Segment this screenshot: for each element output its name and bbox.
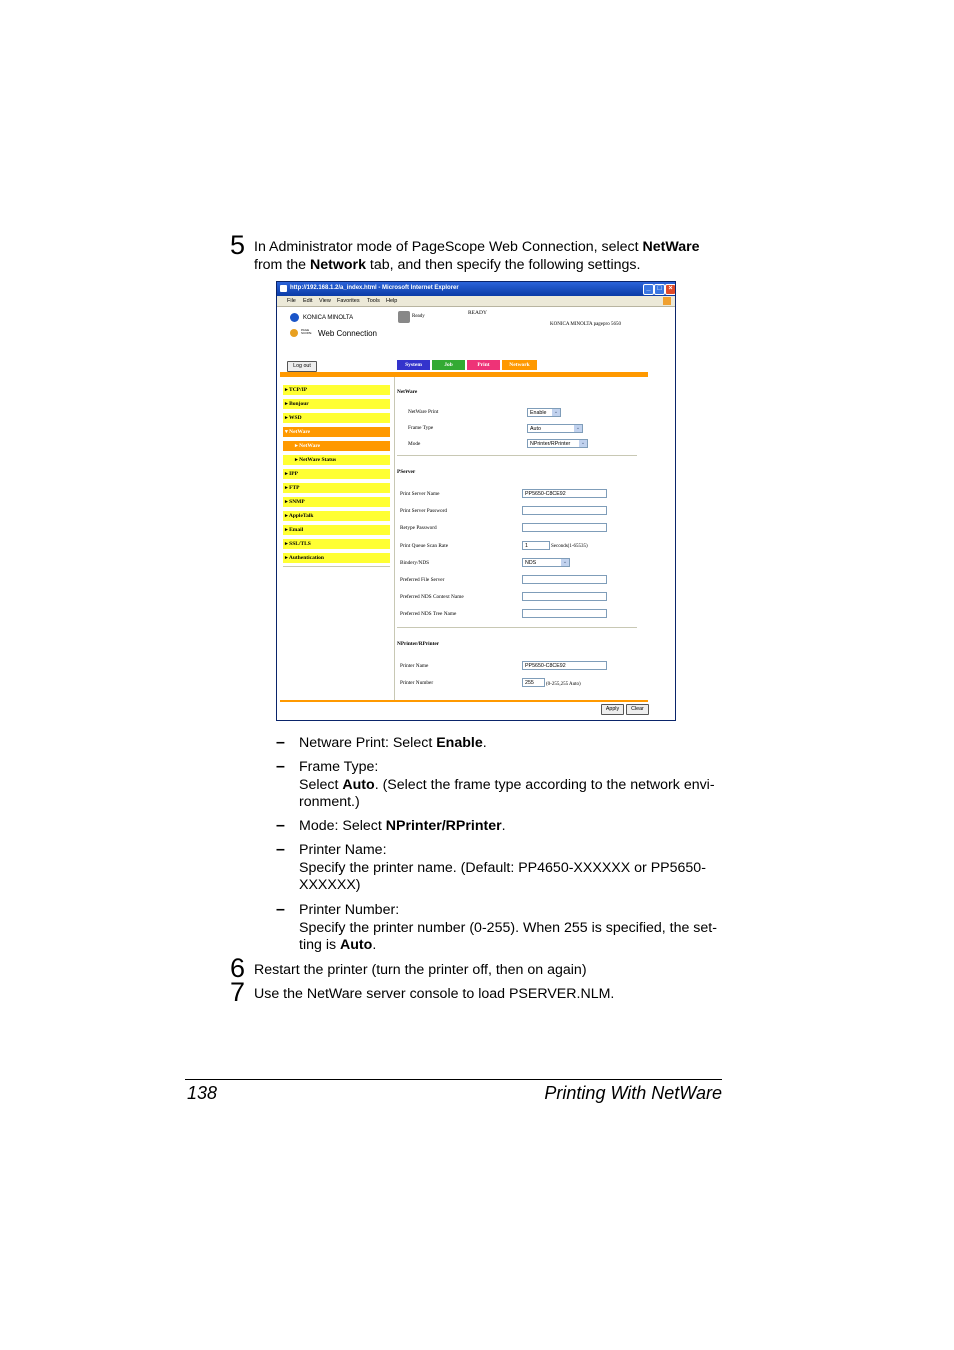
sidebar-item-wsd[interactable]: ▸ WSD: [283, 413, 390, 423]
preferred-nds-context-input[interactable]: [522, 592, 607, 601]
mode-label: Mode: [408, 441, 421, 447]
menu-file[interactable]: File: [287, 298, 296, 304]
sidebar-separator: [394, 377, 395, 702]
scan-rate-hint: Seconds(1-65535): [551, 544, 588, 549]
logout-button[interactable]: Log out: [287, 361, 317, 372]
page-scope-label: PAGE SCOPE: [301, 328, 312, 335]
retype-password-input[interactable]: [522, 523, 607, 532]
menu-tools[interactable]: Tools: [367, 298, 380, 304]
sidebar-item-label: TCP/IP: [289, 387, 308, 393]
bullet-line: [299, 937, 729, 955]
bindery-nds-select[interactable]: [522, 558, 570, 567]
status-text: READY: [468, 310, 487, 316]
bullet-bold: Auto: [340, 937, 373, 954]
print-server-name-input[interactable]: PP5650-C8CE92: [522, 489, 607, 498]
bullet-mode: [299, 818, 729, 836]
bullet-text: ting is: [299, 937, 341, 954]
bullet-line: Specify the printer number (0-255). When 255 is specified, the set-: [299, 919, 717, 936]
frame-type-label: Frame Type: [408, 425, 434, 431]
tab-system[interactable]: System: [397, 360, 430, 370]
bullet-netware-print: [299, 735, 729, 753]
sidebar-subitem-netware-status[interactable]: ▸ NetWare Status: [283, 455, 390, 465]
sidebar-item-netware[interactable]: ▾ NetWare: [283, 427, 390, 437]
printer-number-input[interactable]: 255: [522, 678, 545, 687]
menu-bar: [277, 296, 675, 307]
bullet-text: .: [372, 937, 377, 954]
printer-number-label: Printer Number: [400, 680, 434, 686]
mode-select[interactable]: [527, 439, 588, 448]
retype-password-label: Retype Password: [400, 525, 437, 531]
bullet-bold: Enable: [436, 735, 483, 751]
footer-rule: [185, 1079, 722, 1080]
bullet-line: Specify the printer name. (Default: PP4650-XXXXXX or PP5650-: [299, 859, 706, 876]
sidebar-item-label: IPP: [289, 471, 299, 477]
bullet-line: XXXXXX): [299, 877, 361, 894]
close-icon[interactable]: ×: [665, 284, 676, 295]
sidebar-item-label: SSL/TLS: [289, 541, 311, 547]
bullet-text: .: [501, 818, 506, 834]
printer-name-input[interactable]: PP5650-C8CE92: [522, 661, 607, 670]
step-5-text: In Administrator mode of PageScope Web Connection, select: [254, 239, 643, 255]
chevron-down-icon: ⌄: [553, 409, 559, 415]
step-6-text: Restart the printer (turn the printer off, then on again): [254, 962, 587, 978]
menu-help[interactable]: Help: [386, 298, 398, 304]
bullet-dash: –: [276, 817, 285, 834]
sidebar-item-ftp[interactable]: ▸ FTP: [283, 483, 390, 493]
pserver-section-title: PServer: [397, 469, 416, 475]
section-divider: [397, 627, 637, 628]
netware-print-label: NetWare Print: [408, 409, 439, 415]
pagescope-logo-icon: [290, 329, 298, 337]
sidebar-item-tcpip[interactable]: ▸ TCP/IP: [283, 385, 390, 395]
netware-section-title: NetWare: [397, 389, 418, 395]
bullet-dash: –: [276, 734, 285, 751]
sidebar-item-label: Bonjour: [289, 401, 309, 407]
running-title: Printing With NetWare: [544, 1083, 722, 1103]
sidebar-divider: [283, 566, 390, 567]
sidebar-item-label: NetWare Status: [299, 457, 337, 463]
frame-type-value: Auto: [530, 426, 541, 432]
step-5-text-3: tab, and then specify the following settings.: [365, 257, 641, 273]
maximize-icon[interactable]: □: [654, 284, 665, 295]
bullet-dash: –: [276, 901, 285, 918]
preferred-nds-tree-input[interactable]: [522, 609, 607, 618]
web-connection-label: Web Connection: [318, 329, 377, 338]
step-5-text-2: from the: [254, 257, 310, 273]
printer-status-icon: [398, 311, 410, 323]
sidebar-item-label: SNMP: [289, 499, 305, 505]
preferred-nds-context-label: Preferred NDS Context Name: [400, 594, 464, 600]
page-number: 138: [187, 1083, 218, 1103]
step-7-number: 7: [230, 977, 246, 1007]
preferred-nds-tree-label: Preferred NDS Tree Name: [400, 611, 457, 617]
menu-favorites[interactable]: Favorites: [337, 298, 360, 304]
mode-value: NPrinter/RPrinter: [530, 441, 571, 447]
tab-network[interactable]: Network: [502, 360, 537, 370]
bindery-nds-value: NDS: [525, 560, 537, 566]
nprinter-section-title: NPrinter/RPrinter: [397, 641, 440, 647]
step-5-number: 5: [230, 230, 246, 260]
ie-icon: [280, 285, 287, 292]
netware-print-select[interactable]: [527, 408, 561, 417]
apply-button[interactable]: Apply: [601, 704, 624, 715]
clear-button[interactable]: Clear: [626, 704, 649, 715]
sidebar-subitem-netware[interactable]: ▸ NetWare: [283, 441, 390, 451]
scan-rate-input[interactable]: 1: [522, 541, 550, 550]
bullet-bold: NPrinter/RPrinter: [385, 818, 502, 834]
chevron-down-icon: ⌄: [562, 559, 568, 565]
sidebar-item-ipp[interactable]: ▸ IPP: [283, 469, 390, 479]
sidebar-item-label: FTP: [289, 485, 300, 491]
chevron-down-icon: ⌄: [575, 425, 581, 431]
bullet-line: Frame Type:: [299, 759, 379, 775]
window-title: http://192.168.1.2/a_index.html - Microsoft Internet Explorer: [290, 285, 459, 291]
printer-number-hint: (0-255,255 Auto): [546, 682, 581, 687]
konica-minolta-logo-icon: [290, 313, 299, 322]
bindery-nds-label: Bindery/NDS: [400, 560, 430, 566]
step-5-bold: NetWare: [642, 239, 700, 255]
sidebar-item-label: NetWare: [289, 429, 311, 435]
sidebar-item-appletalk[interactable]: ▸ AppleTalk: [283, 511, 390, 521]
print-server-password-input[interactable]: [522, 506, 607, 515]
printer-name-label: Printer Name: [400, 663, 429, 669]
bullet-line: Printer Name:: [299, 842, 387, 858]
windows-logo-icon: [663, 297, 671, 305]
bullet-dash: –: [276, 758, 285, 775]
section-divider: [397, 455, 637, 456]
sidebar-item-label: NetWare: [299, 443, 321, 449]
bullet-text: . (Select the frame type according to the network envi-: [374, 776, 715, 793]
printer-model: KONICA MINOLTA pagepro 5650: [550, 322, 621, 327]
preferred-file-server-label: Preferred File Server: [400, 577, 445, 583]
sidebar-item-email[interactable]: ▸ Email: [283, 525, 390, 535]
bullet-printer-name: [299, 842, 729, 895]
browser-screenshot: [276, 281, 676, 721]
bullet-line: ronment.): [299, 794, 360, 811]
menu-view[interactable]: View: [319, 298, 331, 304]
bullet-bold: Auto: [342, 776, 375, 793]
frame-type-select[interactable]: [527, 424, 583, 433]
minimize-icon[interactable]: _: [643, 284, 654, 295]
bullet-text: .: [482, 735, 487, 751]
bullet-dash: –: [276, 841, 285, 858]
brand-name: KONICA MINOLTA: [303, 315, 354, 321]
sidebar-item-ssl-tls[interactable]: ▸ SSL/TLS: [283, 539, 390, 549]
scan-rate-label: Print Queue Scan Rate: [400, 543, 449, 549]
print-server-name-label: Print Server Name: [400, 491, 440, 497]
footer-bar: [280, 700, 648, 702]
step-6-number: 6: [230, 953, 246, 983]
sidebar-item-bonjour[interactable]: ▸ Bonjour: [283, 399, 390, 409]
status-icon-label: Ready: [412, 314, 425, 319]
print-server-password-label: Print Server Password: [400, 508, 448, 514]
chevron-down-icon: ⌄: [580, 440, 586, 446]
bullet-text: Select: [299, 776, 343, 793]
sidebar-item-authentication[interactable]: ▸ Authentication: [283, 553, 390, 563]
sidebar-item-label: Authentication: [288, 555, 324, 561]
step-5-line-2: [254, 256, 640, 274]
bullet-line: [299, 777, 729, 795]
menu-edit[interactable]: Edit: [303, 298, 313, 304]
step-5-line-1: [254, 238, 700, 256]
tab-underline: [280, 372, 648, 377]
sidebar-item-label: AppleTalk: [288, 513, 314, 519]
bullet-text: Netware Print: Select: [299, 735, 437, 751]
window-titlebar: [277, 282, 675, 296]
step-5-bold-2: Network: [309, 257, 366, 273]
tab-print[interactable]: Print: [467, 360, 500, 370]
preferred-file-server-input[interactable]: [522, 575, 607, 584]
netware-print-value: Enable: [530, 410, 547, 416]
sidebar-item-label: WSD: [289, 415, 302, 421]
bullet-line: Printer Number:: [299, 902, 400, 918]
bullet-frame-type: [299, 759, 729, 812]
sidebar-item-snmp[interactable]: ▸ SNMP: [283, 497, 390, 507]
bullet-text: Mode: Select: [299, 818, 386, 834]
tab-job[interactable]: Job: [432, 360, 465, 370]
step-7-text: Use the NetWare server console to load PSERVER.NLM.: [254, 986, 615, 1002]
sidebar-item-label: Email: [289, 527, 304, 533]
bullet-printer-number: [299, 902, 729, 955]
